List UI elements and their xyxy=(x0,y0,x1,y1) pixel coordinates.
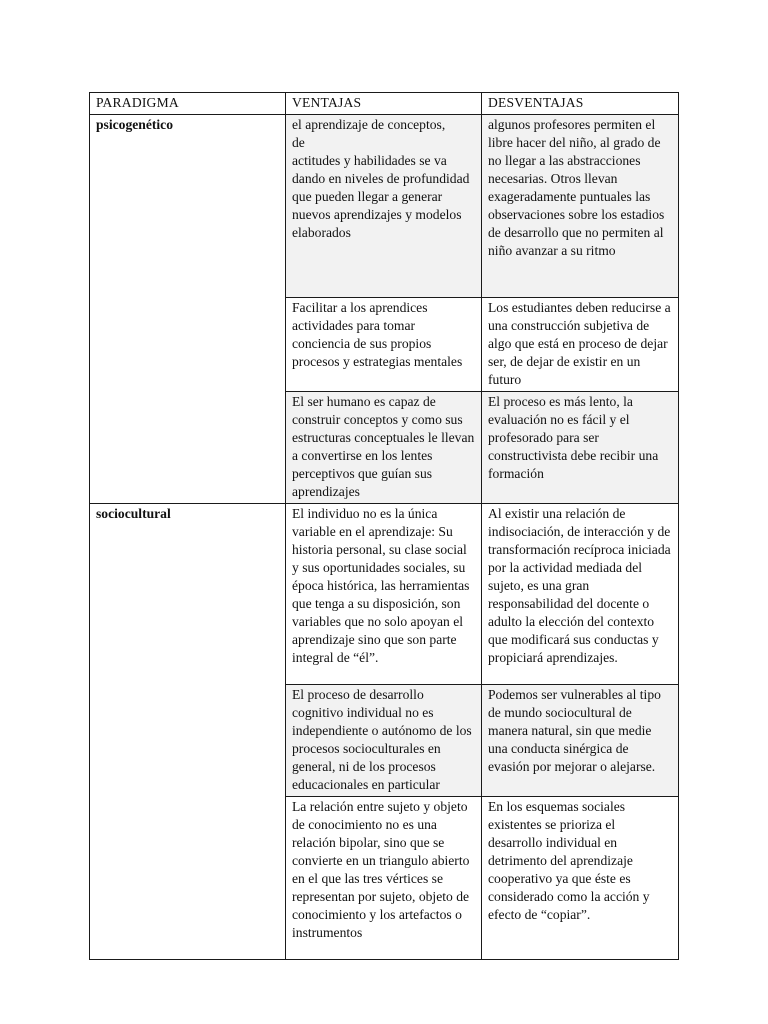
ventajas-text: El individuo no es la única variable en el aprendizaje: Su historia personal, su clase social y sus oportunidades sociales, su época histórica, las herramientas que tenga a su disposición, son variables que no solo apoyan el aprendizaje sino que son parte integral de “él”. xyxy=(292,506,470,665)
desventajas-cell xyxy=(482,797,679,960)
ventajas-cell xyxy=(286,392,482,504)
desventajas-text: Podemos ser vulnerables al tipo de mundo sociocultural de manera natural, sin que medie una conducta sinérgica de evasión por mejorar o alejarse. xyxy=(488,687,661,774)
ventajas-cell xyxy=(286,298,482,392)
desventajas-cell xyxy=(482,504,679,685)
ventajas-text: Facilitar a los aprendices actividades para tomar conciencia de sus propios procesos y estrategias mentales xyxy=(292,300,463,369)
header-ventajas: VENTAJAS xyxy=(286,93,482,115)
desventajas-cell xyxy=(482,392,679,504)
header-row xyxy=(90,93,679,115)
desventajas-text: algunos profesores permiten el libre hacer del niño, al grado de no llegar a las abstracciones necesarias. Otros llevan exageradamente puntuales las observaciones sobre los estadios de desarrollo que no permiten al niño avanzar a su ritmo xyxy=(488,117,665,258)
desventajas-text: Al existir una relación de indisociación, de interacción y de transformación recíproca iniciada por la actividad mediada del sujeto, es una gran responsabilidad del docente o adulto la elección del contexto que modificará sus conductas y propiciará aprendizajes. xyxy=(488,506,671,665)
ventajas-cell xyxy=(286,685,482,797)
ventajas-text: El ser humano es capaz de construir conceptos y como sus estructuras conceptuales le llevan a convertirse en los lentes perceptivos que guían sus aprendizajes xyxy=(292,394,475,499)
header-desventajas: DESVENTAJAS xyxy=(482,93,679,115)
ventajas-text: El proceso de desarrollo cognitivo individual no es independiente o autónomo de los procesos socioculturales en general, ni de los procesos educacionales en particular xyxy=(292,687,472,792)
ventajas-cell xyxy=(286,797,482,960)
desventajas-text: Los estudiantes deben reducirse a una construcción subjetiva de algo que está en proceso de dejar ser, de dejar de existir en un futuro xyxy=(488,300,671,387)
desventajas-text: El proceso es más lento, la evaluación no es fácil y el profesorado para ser constructivista debe recibir una formación xyxy=(488,394,659,481)
ventajas-cell xyxy=(286,115,482,298)
ventajas-cell xyxy=(286,504,482,685)
ventajas-text: el aprendizaje de conceptos, de actitudes y habilidades se va dando en niveles de profundidad que pueden llegar a generar nuevos aprendizajes y modelos elaborados xyxy=(292,117,470,240)
desventajas-cell xyxy=(482,298,679,392)
table-row xyxy=(90,115,679,298)
paradigm-cell-psicogenetico: psicogenético xyxy=(90,115,286,504)
paradigm-comparison-table xyxy=(89,92,679,960)
desventajas-cell xyxy=(482,115,679,298)
desventajas-cell xyxy=(482,685,679,797)
header-paradigma: PARADIGMA xyxy=(90,93,286,115)
desventajas-text: En los esquemas sociales existentes se prioriza el desarrollo individual en detrimento del aprendizaje cooperativo ya que éste es considerado como la acción y efecto de “copiar”. xyxy=(488,799,650,922)
table-row xyxy=(90,504,679,685)
ventajas-text: La relación entre sujeto y objeto de conocimiento no es una relación bipolar, sino que se convierte en un triangulo abierto en el que las tres vértices se representan por sujeto, objeto de conocimiento y los artefactos o instrumentos xyxy=(292,799,470,940)
paradigm-cell-sociocultural: sociocultural xyxy=(90,504,286,960)
